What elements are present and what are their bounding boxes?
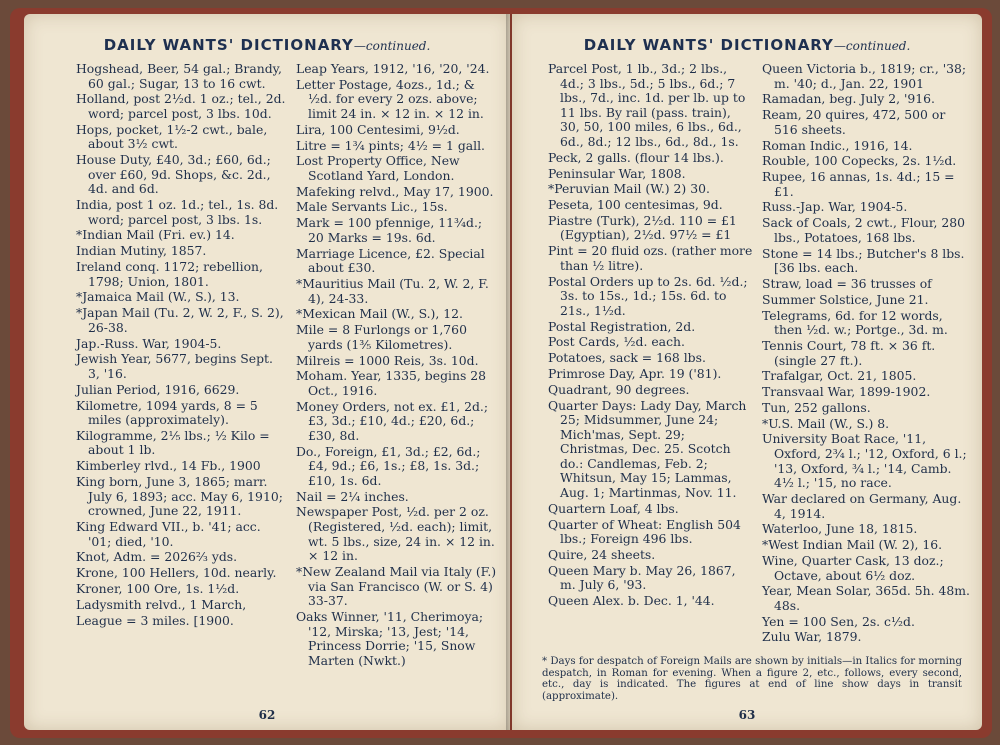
dictionary-entry: Rouble, 100 Copecks, 2s. 1½d. <box>762 153 957 169</box>
dictionary-entry: Peninsular War, 1808. <box>548 165 686 181</box>
dictionary-entry: Jap.-Russ. War, 1904-5. <box>76 335 222 351</box>
heading-text: DAILY WANTS' DICTIONARY <box>583 36 834 54</box>
dictionary-entry: *West Indian Mail (W. 2), 16. <box>762 537 943 553</box>
dictionary-entry: Summer Solstice, June 21. <box>762 291 929 307</box>
dictionary-entry: Knot, Adm. = 2026⅔ yds. <box>76 549 238 565</box>
dictionary-entry: Parcel Post, 1 lb., 3d.; 2 lbs., 4d.; 3 lbs., 5d.; 5 lbs., 6d.; 7 lbs., 7d., inc. 1d. per lb. up to 11 lbs. By rail (pass. train), 30, 50, 100 miles, 6 lbs., 6d., 6d., 8d.; 12 lbs., 6d., 8d., 1s. <box>548 61 746 149</box>
left-column-1 <box>76 62 286 629</box>
dictionary-entry: *Indian Mail (Fri. ev.) 14. <box>76 227 235 243</box>
dictionary-entry: Peseta, 100 centesimas, 9d. <box>548 197 723 213</box>
page-number: 63 <box>738 708 756 722</box>
dictionary-entry: Money Orders, not ex. £1, 2d.; £3, 3d.; £10, 4d.; £20, 6d.; £30, 8d. <box>296 398 489 443</box>
page-heading <box>512 36 982 54</box>
dictionary-entry: Queen Mary b. May 26, 1867, m. July 6, '93. <box>548 562 736 593</box>
right-column-2 <box>762 62 970 646</box>
dictionary-entry: Quire, 24 sheets. <box>548 547 656 562</box>
dictionary-entry: Nail = 2¼ inches. <box>296 488 409 504</box>
dictionary-entry: Leap Years, 1912, '16, '20, '24. <box>296 61 490 76</box>
dictionary-entry: Lost Property Office, New Scotland Yard, London. <box>296 153 460 183</box>
dictionary-entry: Tennis Court, 78 ft. × 36 ft. (single 27 ft.). <box>762 337 936 368</box>
dictionary-entry: *Mauritius Mail (Tu. 2, W. 2, F. 4), 24-33. <box>296 276 489 306</box>
dictionary-entry: House Duty, £40, 3d.; £60, 6d.; over £60, 9d. Shops, &c. 2d., 4d. and 6d. <box>76 152 271 197</box>
dictionary-entry: Tun, 252 gallons. <box>762 399 871 415</box>
heading-text: DAILY WANTS' DICTIONARY <box>103 36 354 54</box>
dictionary-entry: Sack of Coals, 2 cwt., Flour, 280 lbs., Potatoes, 168 lbs. <box>762 215 966 245</box>
dictionary-entry: *Jamaica Mail (W., S.), 13. <box>76 289 240 305</box>
dictionary-entry: Kilometre, 1094 yards, 8 = 5 miles (approximately). <box>76 397 258 428</box>
dictionary-entry: University Boat Race, '11, Oxford, 2¾ l.; '12, Oxford, 6 l.; '13, Oxford, ¾ l.; '14, Camb. 4½ l.; '15, no race. <box>762 431 967 491</box>
dictionary-entry: Ramadan, beg. July 2, '916. <box>762 91 935 107</box>
dictionary-entry: Primrose Day, Apr. 19 ('81). <box>548 365 722 381</box>
dictionary-entry: Milreis = 1000 Reis, 3s. 10d. <box>296 352 479 368</box>
dictionary-entry: *Peruvian Mail (W.) 2) 30. <box>548 181 710 197</box>
dictionary-entry: Ream, 20 quires, 472, 500 or 516 sheets. <box>762 107 946 137</box>
dictionary-entry: *New Zealand Mail via Italy (F.) via San Francisco (W. or S. 4) 33-37. <box>296 563 497 609</box>
dictionary-entry: Trafalgar, Oct. 21, 1805. <box>762 368 917 384</box>
dictionary-entry: Transvaal War, 1899-1902. <box>762 384 931 400</box>
dictionary-entry: Piastre (Turk), 2½d. 110 = £1 (Egyptian), 2½d. 97½ = £1 <box>548 212 737 243</box>
dictionary-entry: Peck, 2 galls. (flour 14 lbs.). <box>548 149 724 165</box>
dictionary-entry: Postal Orders up to 2s. 6d. ½d.; 3s. to 15s., 1d.; 15s. 6d. to 21s., 1½d. <box>548 273 748 318</box>
dictionary-entry: Stone = 14 lbs.; Butcher's 8 lbs. [36 lbs. each. <box>762 245 965 276</box>
dictionary-entry: Mafeking relvd., May 17, 1900. <box>296 183 494 199</box>
dictionary-entry: Postal Registration, 2d. <box>548 318 696 334</box>
dictionary-entry: *Mexican Mail (W., S.), 12. <box>296 306 463 322</box>
dictionary-entry: Julian Period, 1916, 6629. <box>76 381 240 397</box>
dictionary-entry: *U.S. Mail (W., S.) 8. <box>762 415 890 431</box>
dictionary-entry: Year, Mean Solar, 365d. 5h. 48m. 48s. <box>762 583 970 613</box>
dictionary-entry: Mark = 100 pfennige, 11¾d.; 20 Marks = 19s. 6d. <box>296 215 483 245</box>
dictionary-entry: Moham. Year, 1335, begins 28 Oct., 1916. <box>296 368 487 398</box>
dictionary-entry: League = 3 miles. [1900. <box>76 612 234 628</box>
dictionary-entry: Rupee, 16 annas, 1s. 4d.; 15 = £1. <box>762 169 955 199</box>
dictionary-entry: Ladysmith relvd., 1 March, <box>76 596 247 612</box>
dictionary-entry: Kilogramme, 2⅕ lbs.; ½ Kilo = about 1 lb. <box>76 427 270 458</box>
dictionary-entry: Marriage Licence, £2. Special about £30. <box>296 245 485 276</box>
dictionary-entry: Kimberley rlvd., 14 Fb., 1900 <box>76 458 261 474</box>
dictionary-entry: Mile = 8 Furlongs or 1,760 yards (1⅗ Kilometres). <box>296 322 467 352</box>
left-column-2 <box>296 62 500 670</box>
dictionary-entry: King Edward VII., b. '41; acc. '01; died, '10. <box>76 519 261 549</box>
page-heading <box>24 36 510 54</box>
heading-suffix: —continued. <box>353 39 431 53</box>
dictionary-entry: Potatoes, sack = 168 lbs. <box>548 350 706 366</box>
dictionary-entry: Yen = 100 Sen, 2s. c½d. <box>762 613 915 629</box>
dictionary-entry: Pint = 20 fluid ozs. (rather more than ½ litre). <box>548 243 753 273</box>
heading-suffix: —continued. <box>833 39 911 53</box>
dictionary-entry: *Japan Mail (Tu. 2, W. 2, F., S. 2), 26-38. <box>76 305 284 335</box>
page-number: 62 <box>258 708 276 722</box>
dictionary-entry: Letter Postage, 4ozs., 1d.; & ½d. for every 2 ozs. above; limit 24 in. × 12 in. × 12 in. <box>296 76 484 121</box>
dictionary-entry: India, post 1 oz. 1d.; tel., 1s. 8d. word; parcel post, 3 lbs. 1s. <box>76 197 279 227</box>
dictionary-entry: War declared on Germany, Aug. 4, 1914. <box>762 491 962 521</box>
dictionary-entry: Indian Mutiny, 1857. <box>76 243 207 259</box>
right-page <box>512 14 982 730</box>
dictionary-entry: Telegrams, 6d. for 12 words, then ½d. w.; Portge., 3d. m. <box>762 307 948 338</box>
dictionary-entry: Holland, post 2½d. 1 oz.; tel., 2d. word; parcel post, 3 lbs. 10d. <box>76 91 286 121</box>
right-column-1 <box>548 62 754 610</box>
dictionary-entry: Oaks Winner, '11, Cherimoya; '12, Mirska; '13, Jest; '14, Princess Dorrie; '15, Snow Marten (Nwkt.) <box>296 608 484 668</box>
dictionary-entry: Kroner, 100 Ore, 1s. 1½d. <box>76 580 240 596</box>
dictionary-entry: Post Cards, ½d. each. <box>548 334 685 350</box>
dictionary-entry: Straw, load = 36 trusses of <box>762 276 932 291</box>
dictionary-entry: Jewish Year, 5677, begins Sept. 3, '16. <box>76 351 273 381</box>
dictionary-entry: Quarter Days: Lady Day, March 25; Midsummer, June 24; Mich'mas, Sept. 29; Christmas, Dec. 25. Scotch do.: Candlemas, Feb. 2; Whitsun, May 15; Lammas, Aug. 1; Martinmas, Nov. 11. <box>548 397 747 501</box>
dictionary-entry: King born, June 3, 1865; marr. July 6, 1893; acc. May 6, 1910; crowned, June 22, 1911. <box>76 474 283 519</box>
dictionary-entry: Hops, pocket, 1½-2 cwt., bale, about 3½ cwt. <box>76 121 268 152</box>
dictionary-entry: Krone, 100 Hellers, 10d. nearly. <box>76 565 277 581</box>
dictionary-entry: Hogshead, Beer, 54 gal.; Brandy, 60 gal.; Sugar, 13 to 16 cwt. <box>76 61 282 91</box>
dictionary-entry: Newspaper Post, ½d. per 2 oz. (Registered, ½d. each); limit, wt. 5 lbs., size, 24 in. × 12 in. × 12 in. <box>296 504 495 564</box>
dictionary-entry: Queen Alex. b. Dec. 1, '44. <box>548 593 715 609</box>
dictionary-entry: Zulu War, 1879. <box>762 629 862 645</box>
dictionary-entry: Ireland conq. 1172; rebellion, 1798; Union, 1801. <box>76 259 263 289</box>
dictionary-entry: Quartern Loaf, 4 lbs. <box>548 500 679 516</box>
dictionary-entry: Wine, Quarter Cask, 13 doz.; Octave, about 6½ doz. <box>762 552 944 583</box>
dictionary-entry: Lira, 100 Centesimi, 9½d. <box>296 121 460 137</box>
dictionary-entry: Roman Indic., 1916, 14. <box>762 137 913 153</box>
left-page <box>24 14 510 730</box>
dictionary-entry: Male Servants Lic., 15s. <box>296 199 448 215</box>
open-book <box>10 8 992 738</box>
dictionary-entry: Quarter of Wheat: English 504 lbs.; Foreign 496 lbs. <box>548 516 741 547</box>
footnote: * Days for despatch of Foreign Mails are shown by initials—in Italics for morning despatch, in Roman for evening. When a figure 2, etc., follows, every second, etc., day is indicated. The figures at end of line show days in transit (approximate). <box>542 656 962 702</box>
dictionary-entry: Waterloo, June 18, 1815. <box>762 521 918 537</box>
dictionary-entry: Litre = 1¾ pints; 4½ = 1 gall. <box>296 137 485 153</box>
dictionary-entry: Russ.-Jap. War, 1904-5. <box>762 199 908 215</box>
dictionary-entry: Do., Foreign, £1, 3d.; £2, 6d.; £4, 9d.; £6, 1s.; £8, 1s. 3d.; £10, 1s. 6d. <box>296 443 481 488</box>
dictionary-entry: Queen Victoria b., 1819; cr., '38; m. '40; d., Jan. 22, 1901 <box>762 61 967 91</box>
dictionary-entry: Quadrant, 90 degrees. <box>548 381 690 397</box>
